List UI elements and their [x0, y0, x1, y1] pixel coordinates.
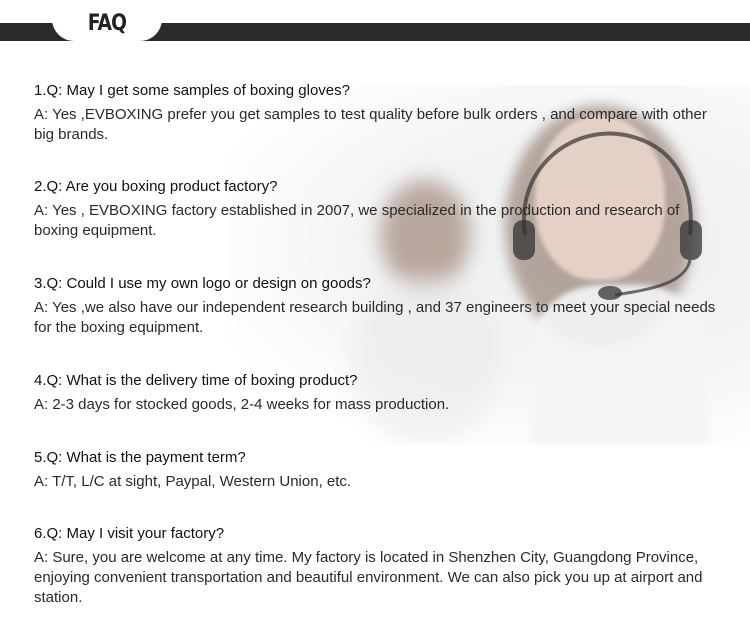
faq-item-3 — [34, 274, 724, 338]
faq-answer: A: Sure, you are welcome at any time. My factory is located in Shenzhen City, Guangdong Province, enjoying convenient transportation and beautiful environment. We can also pick you up at airport and station. — [34, 549, 703, 606]
faq-header-title: FAQ — [87, 11, 127, 36]
faq-item-2 — [34, 177, 724, 241]
faq-answer: A: Yes ,EVBOXING prefer you get samples to test quality before bulk orders , and compare with other big brands. — [34, 106, 707, 143]
faq-item-5 — [34, 448, 724, 492]
faq-question: 6.Q: May I visit your factory? — [34, 525, 225, 542]
faq-question: 4.Q: What is the delivery time of boxing product? — [34, 372, 358, 389]
faq-item-1 — [34, 81, 724, 145]
faq-answer: A: T/T, L/C at sight, Paypal, Western Union, etc. — [34, 473, 352, 490]
faq-question: 1.Q: May I get some samples of boxing gloves? — [34, 82, 350, 99]
faq-question: 5.Q: What is the payment term? — [34, 449, 246, 466]
faq-question: 3.Q: Could I use my own logo or design on goods? — [34, 275, 371, 292]
faq-item-6 — [34, 524, 724, 608]
faq-answer: A: 2-3 days for stocked goods, 2-4 weeks for mass production. — [34, 396, 450, 413]
faq-answer: A: Yes ,we also have our independent research building , and 37 engineers to meet your special needs for the boxing equipment. — [34, 299, 716, 336]
faq-item-4 — [34, 371, 724, 415]
faq-question: 2.Q: Are you boxing product factory? — [34, 178, 278, 195]
faq-answer: A: Yes , EVBOXING factory established in 2007, we specialized in the production and research of boxing equipment. — [34, 202, 680, 239]
